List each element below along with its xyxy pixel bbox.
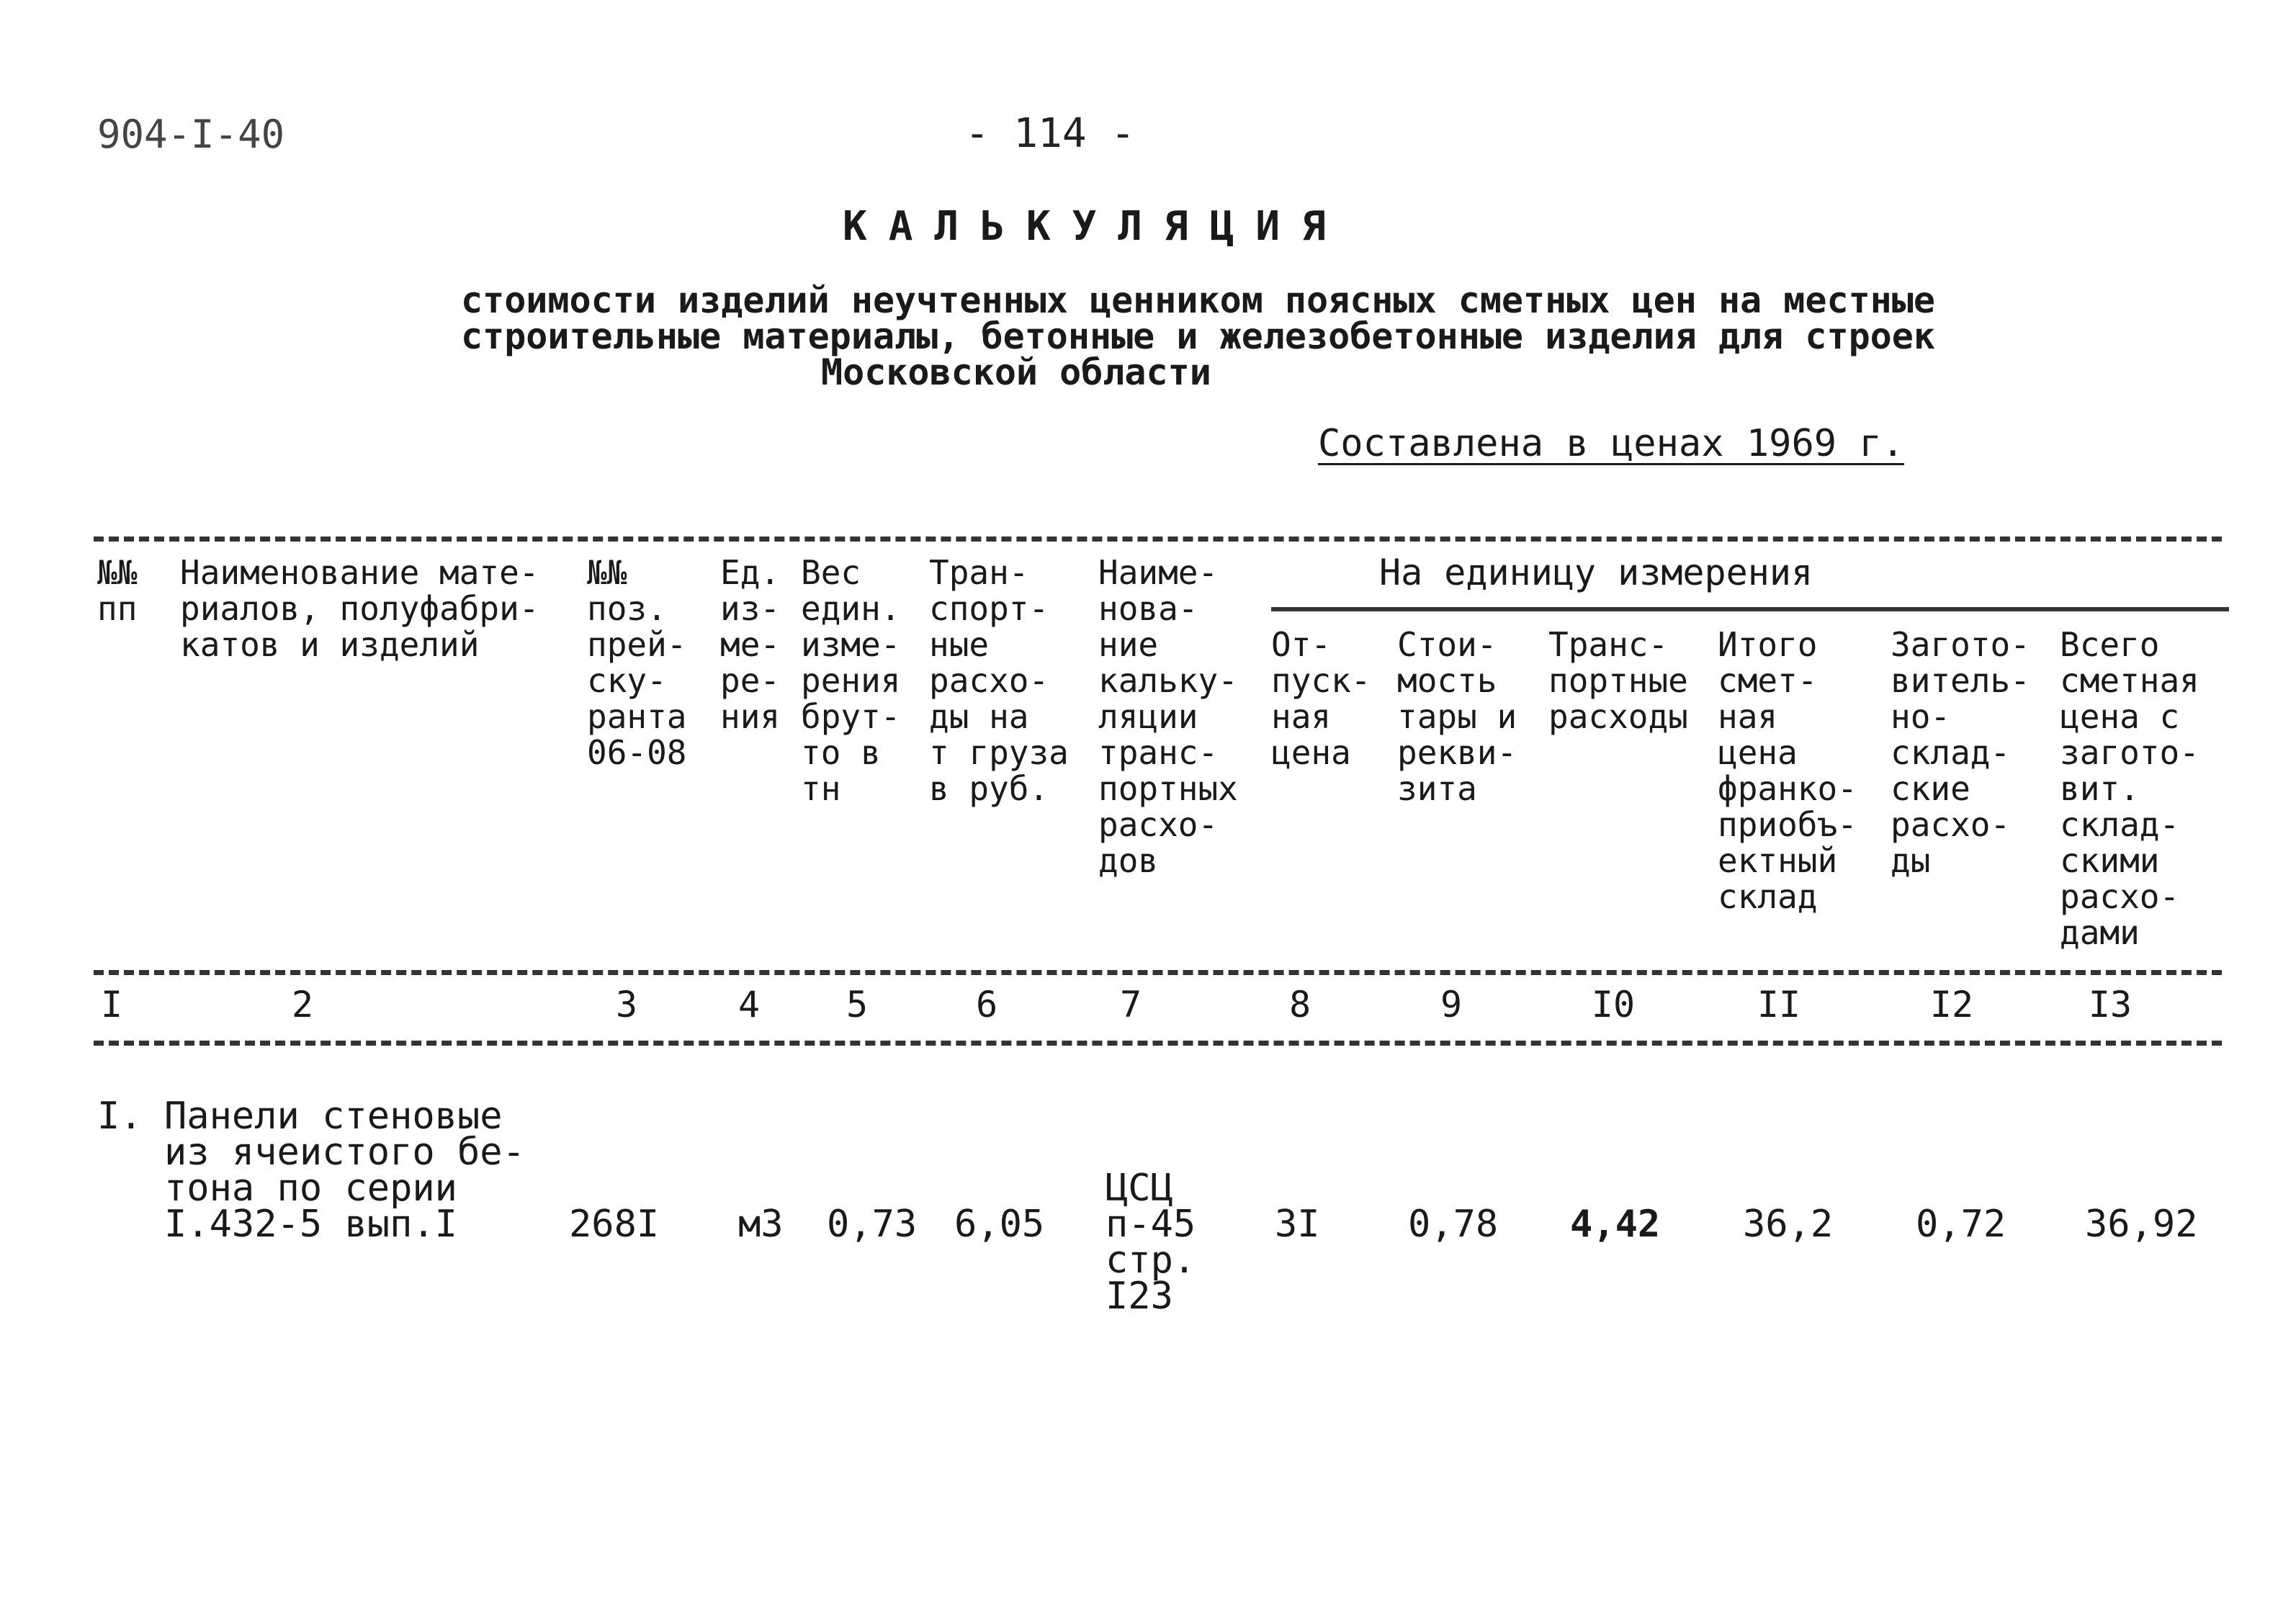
row-unit: м3 (738, 1203, 784, 1246)
column-number-1: I (100, 984, 123, 1025)
header-procurement-costs: Загото- витель- но- склад- ские расхо- ды (1891, 625, 2030, 880)
row-total-price: 36,2 (1743, 1203, 1834, 1246)
prices-note: Составлена в ценах 1969 г. (1318, 422, 1904, 465)
column-number-4: 4 (737, 984, 761, 1025)
column-number-2: 2 (291, 984, 314, 1025)
column-numbers-bottom-rule (94, 1041, 2222, 1046)
subtitle-line-2: строительные материалы, бетонные и железобетонные изделия для строек (461, 315, 1935, 357)
header-calculation-name: Наиме- нова- ние кальку- ляции транс- портных расхо- дов (1098, 553, 1238, 880)
header-release-price: От- пуск- ная цена (1271, 625, 1371, 772)
row-material-name: Панели стеновые из ячеистого бе- тона по серии I.432-5 вып.I (164, 1095, 525, 1246)
group-header-per-unit: На единицу измерения (1379, 552, 1813, 593)
subtitle-line-3: Московской области (821, 351, 1211, 393)
row-grand-total: 36,92 (2085, 1203, 2198, 1246)
header-tare-cost: Стои- мость тары и рекви- зита (1397, 625, 1517, 808)
column-number-3: 3 (615, 984, 638, 1025)
document-title: КАЛЬКУЛЯЦИЯ (843, 203, 1347, 250)
header-price-list-position: №№ поз. прей- ску- ранта 06-08 (587, 553, 687, 772)
header-transport-rate: Тран- спорт- ные расхо- ды на т груза в руб. (929, 553, 1069, 808)
header-unit: Ед. из- ме- ре- ния (720, 553, 781, 736)
column-number-9: 9 (1440, 984, 1463, 1025)
column-number-6: 6 (975, 984, 998, 1025)
header-transport-cost: Транс- портные расходы (1548, 625, 1688, 736)
header-material-name: Наименование мате- риалов, полуфабри- катов и изделий (180, 553, 539, 664)
row-weight: 0,73 (827, 1203, 918, 1246)
column-number-10: I0 (1591, 984, 1636, 1025)
header-total-price: Итого смет- ная цена франко- приобъ- ектный склад (1718, 625, 1857, 916)
column-number-8: 8 (1288, 984, 1311, 1025)
row-release-price: 3I (1275, 1203, 1320, 1246)
row-transport-cost: 4,42 (1570, 1203, 1661, 1246)
header-bottom-rule (94, 970, 2222, 975)
row-calculation-name: ЦСЦ п-45 стр. I23 (1106, 1167, 1196, 1318)
row-tare-cost: 0,78 (1408, 1203, 1499, 1246)
column-number-12: I2 (1929, 984, 1974, 1025)
column-number-11: II (1757, 984, 1801, 1025)
header-unit-weight: Вес един. изме- рения брут- то в тн (801, 553, 901, 808)
group-header-rule (1271, 607, 2229, 611)
column-number-7: 7 (1119, 984, 1142, 1025)
row-transport-rate: 6,05 (954, 1203, 1045, 1246)
row-position: 268I (569, 1203, 660, 1246)
header-grand-total: Всего сметная цена с заготo- вит. склад- скими расхо- дами (2060, 625, 2199, 952)
column-number-13: I3 (2088, 984, 2133, 1025)
header-row-number: №№ пп (97, 553, 138, 628)
column-number-5: 5 (846, 984, 869, 1025)
document-code: 904-I-40 (97, 112, 285, 157)
subtitle-line-1: стоимости изделий неучтенных ценником поясных сметных цен на местные (461, 279, 1935, 321)
page-number: - 114 - (965, 110, 1136, 157)
table-top-rule (94, 537, 2222, 542)
row-procurement: 0,72 (1916, 1203, 2006, 1246)
row-number: I. (97, 1095, 143, 1138)
